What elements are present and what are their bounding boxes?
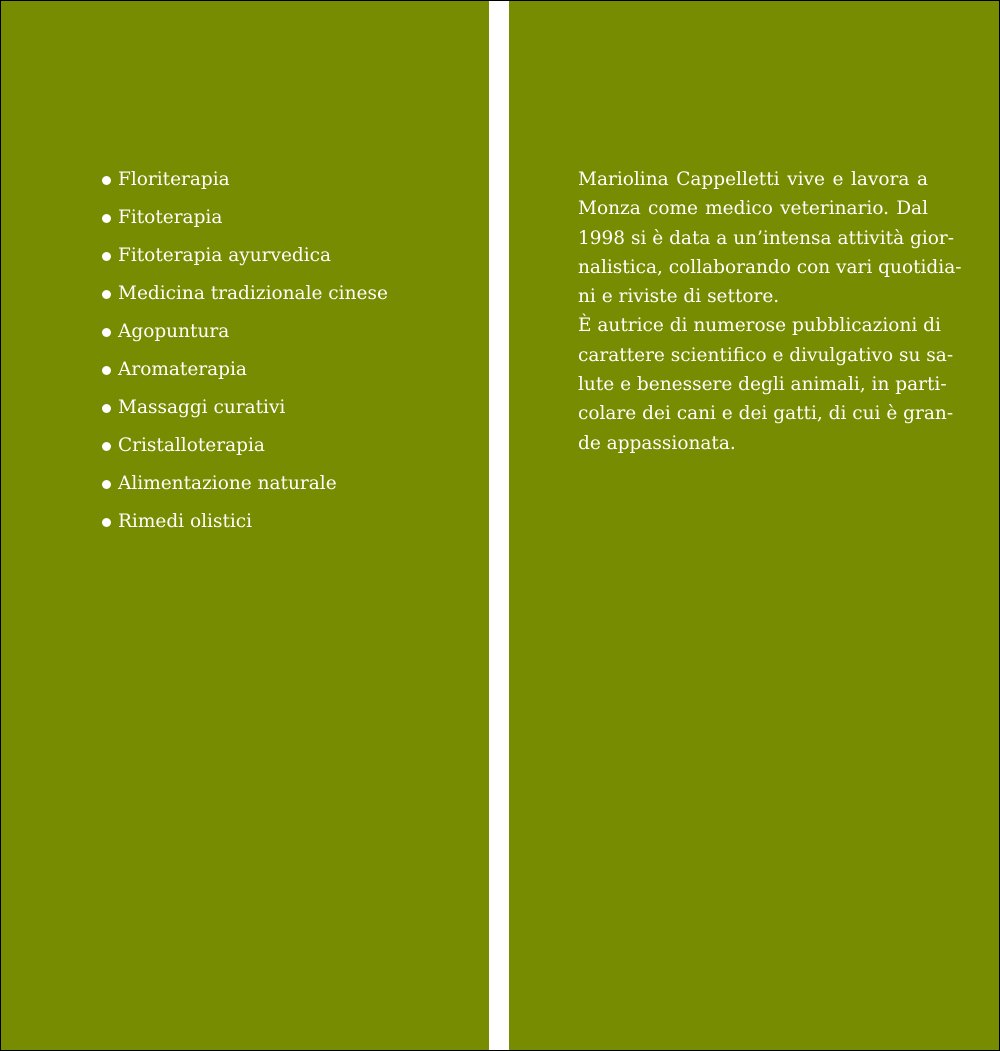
bio-line: 1998 si è data a un’intensa attività gior- (578, 227, 954, 249)
list-item-label: Medicina tradizionale cinese (118, 283, 388, 304)
list-item-label: Floriterapia (118, 169, 230, 190)
list-item (102, 433, 388, 471)
bio-line: È autrice di numerose pubblicazioni di (578, 315, 941, 337)
list-item-label: Massaggi curativi (118, 397, 286, 418)
list-item-label: Fitoterapia ayurvedica (118, 245, 332, 266)
bullet-icon (102, 518, 111, 527)
bio-line: Monza come medico veterinario. Dal (578, 198, 928, 220)
bio-line: colare dei cani e dei gatti, di cui è gran- (578, 403, 954, 425)
bio-line: Mariolina Cappelletti vive e lavora a (578, 169, 928, 190)
bullet-icon (102, 480, 111, 489)
list-item (102, 509, 388, 547)
right-flap (509, 1, 999, 1050)
bio-line: carattere scientifico e divulgativo su sa- (578, 344, 954, 366)
bio-line: de appassionata. (578, 432, 736, 454)
bullet-icon (102, 252, 111, 261)
list-item-label: Alimentazione naturale (118, 473, 337, 494)
list-item (102, 319, 388, 357)
list-item (102, 357, 388, 395)
bullet-icon (102, 214, 111, 223)
bio-line: lute e benessere degli animali, in parti- (578, 374, 947, 396)
list-item (102, 205, 388, 243)
list-item-label: Rimedi olistici (118, 511, 253, 532)
bullet-icon (102, 290, 111, 299)
list-item (102, 281, 388, 319)
list-item (102, 471, 388, 509)
bullet-icon (102, 442, 111, 451)
list-item-label: Fitoterapia (118, 207, 223, 228)
therapy-list (102, 167, 388, 547)
author-bio (578, 165, 962, 458)
bullet-icon (102, 404, 111, 413)
bullet-icon (102, 176, 111, 185)
bullet-icon (102, 366, 111, 375)
list-item-label: Agopuntura (118, 321, 230, 342)
list-item (102, 167, 388, 205)
bio-line: nalistica, collaborando con vari quotidia- (578, 256, 962, 278)
list-item (102, 243, 388, 281)
list-item-label: Cristalloterapia (118, 435, 265, 456)
bullet-icon (102, 328, 111, 337)
list-item (102, 395, 388, 433)
list-item-label: Aromaterapia (118, 359, 247, 380)
bio-line: ni e riviste di settore. (578, 286, 780, 308)
left-flap (1, 1, 489, 1050)
